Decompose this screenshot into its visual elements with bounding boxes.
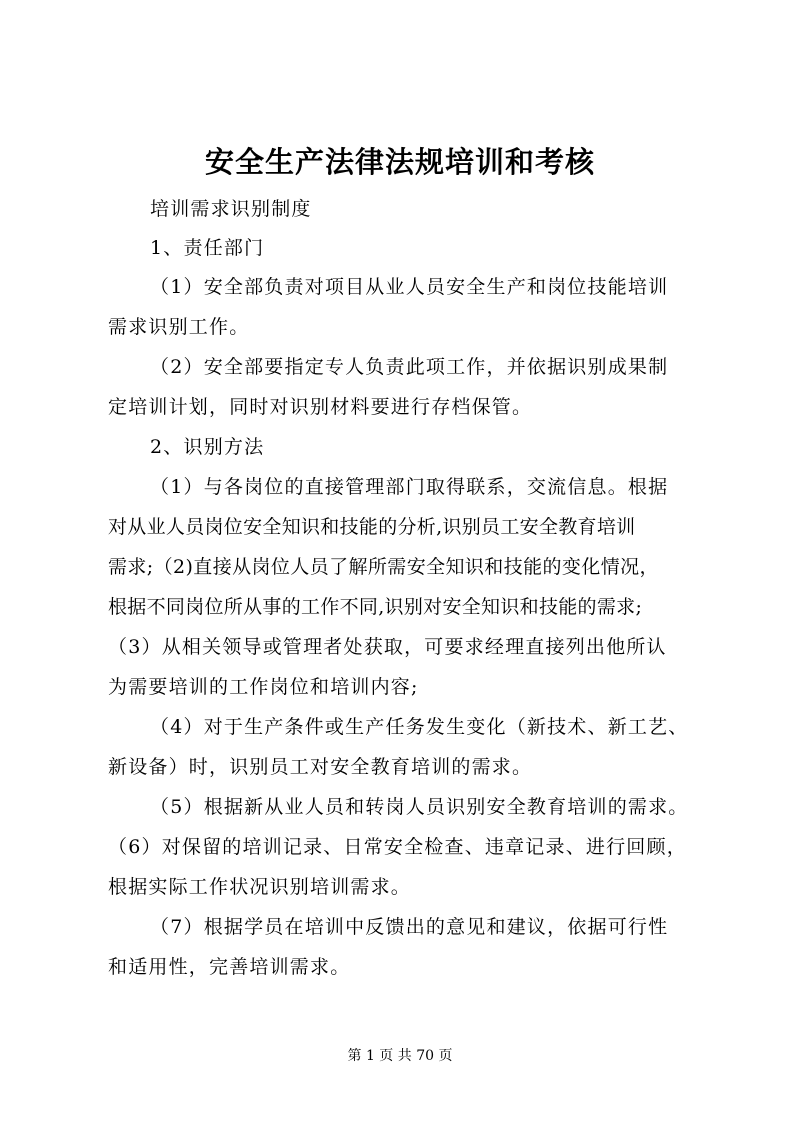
- body-line: 根据不同岗位所从事的工作不同,识别对安全知识和技能的需求;: [108, 596, 643, 618]
- body-line-section-1: 1、责任部门: [150, 237, 265, 259]
- body-line: 为需要培训的工作岗位和培训内容;: [108, 676, 419, 698]
- body-line: （2）安全部要指定专人负责此项工作，并依据识别成果制: [150, 356, 669, 378]
- body-line: （1）安全部负责对项目从业人员安全生产和岗位技能培训: [150, 276, 669, 298]
- body-line: 和适用性，完善培训需求。: [108, 956, 351, 978]
- body-line-section-2: 2、识别方法: [150, 436, 265, 458]
- body-line: （7）根据学员在培训中反馈出的意见和建议，依据可行性: [150, 916, 669, 938]
- body-line: 根据实际工作状况识别培训需求。: [108, 876, 412, 898]
- body-line: （5）根据新从业人员和转岗人员识别安全教育培训的需求。: [150, 796, 689, 818]
- body-line: （6）对保留的培训记录、日常安全检查、违章记录、进行回顾，: [108, 836, 687, 858]
- body-line: 需求;（2)直接从岗位人员了解所需安全知识和技能的变化情况，: [108, 556, 659, 578]
- body-line: （4）对于生产条件或生产任务发生变化（新技术、新工艺、: [150, 716, 689, 738]
- body-line: 新设备）时，识别员工对安全教育培训的需求。: [108, 756, 533, 778]
- page-number-footer: 第 1 页 共 70 页: [347, 1048, 453, 1064]
- document-title: 安全生产法律法规培训和考核: [204, 145, 595, 179]
- body-line-heading: 培训需求识别制度: [150, 198, 312, 220]
- body-line: 对从业人员岗位安全知识和技能的分析,识别员工安全教育培训: [108, 516, 636, 538]
- body-line: （3）从相关领导或管理者处获取，可要求经理直接列出他所认: [108, 636, 667, 658]
- body-line: 需求识别工作。: [108, 316, 250, 338]
- body-line: 定培训计划，同时对识别材料要进行存档保管。: [108, 396, 533, 418]
- body-line: （1）与各岗位的直接管理部门取得联系，交流信息。根据: [150, 476, 669, 498]
